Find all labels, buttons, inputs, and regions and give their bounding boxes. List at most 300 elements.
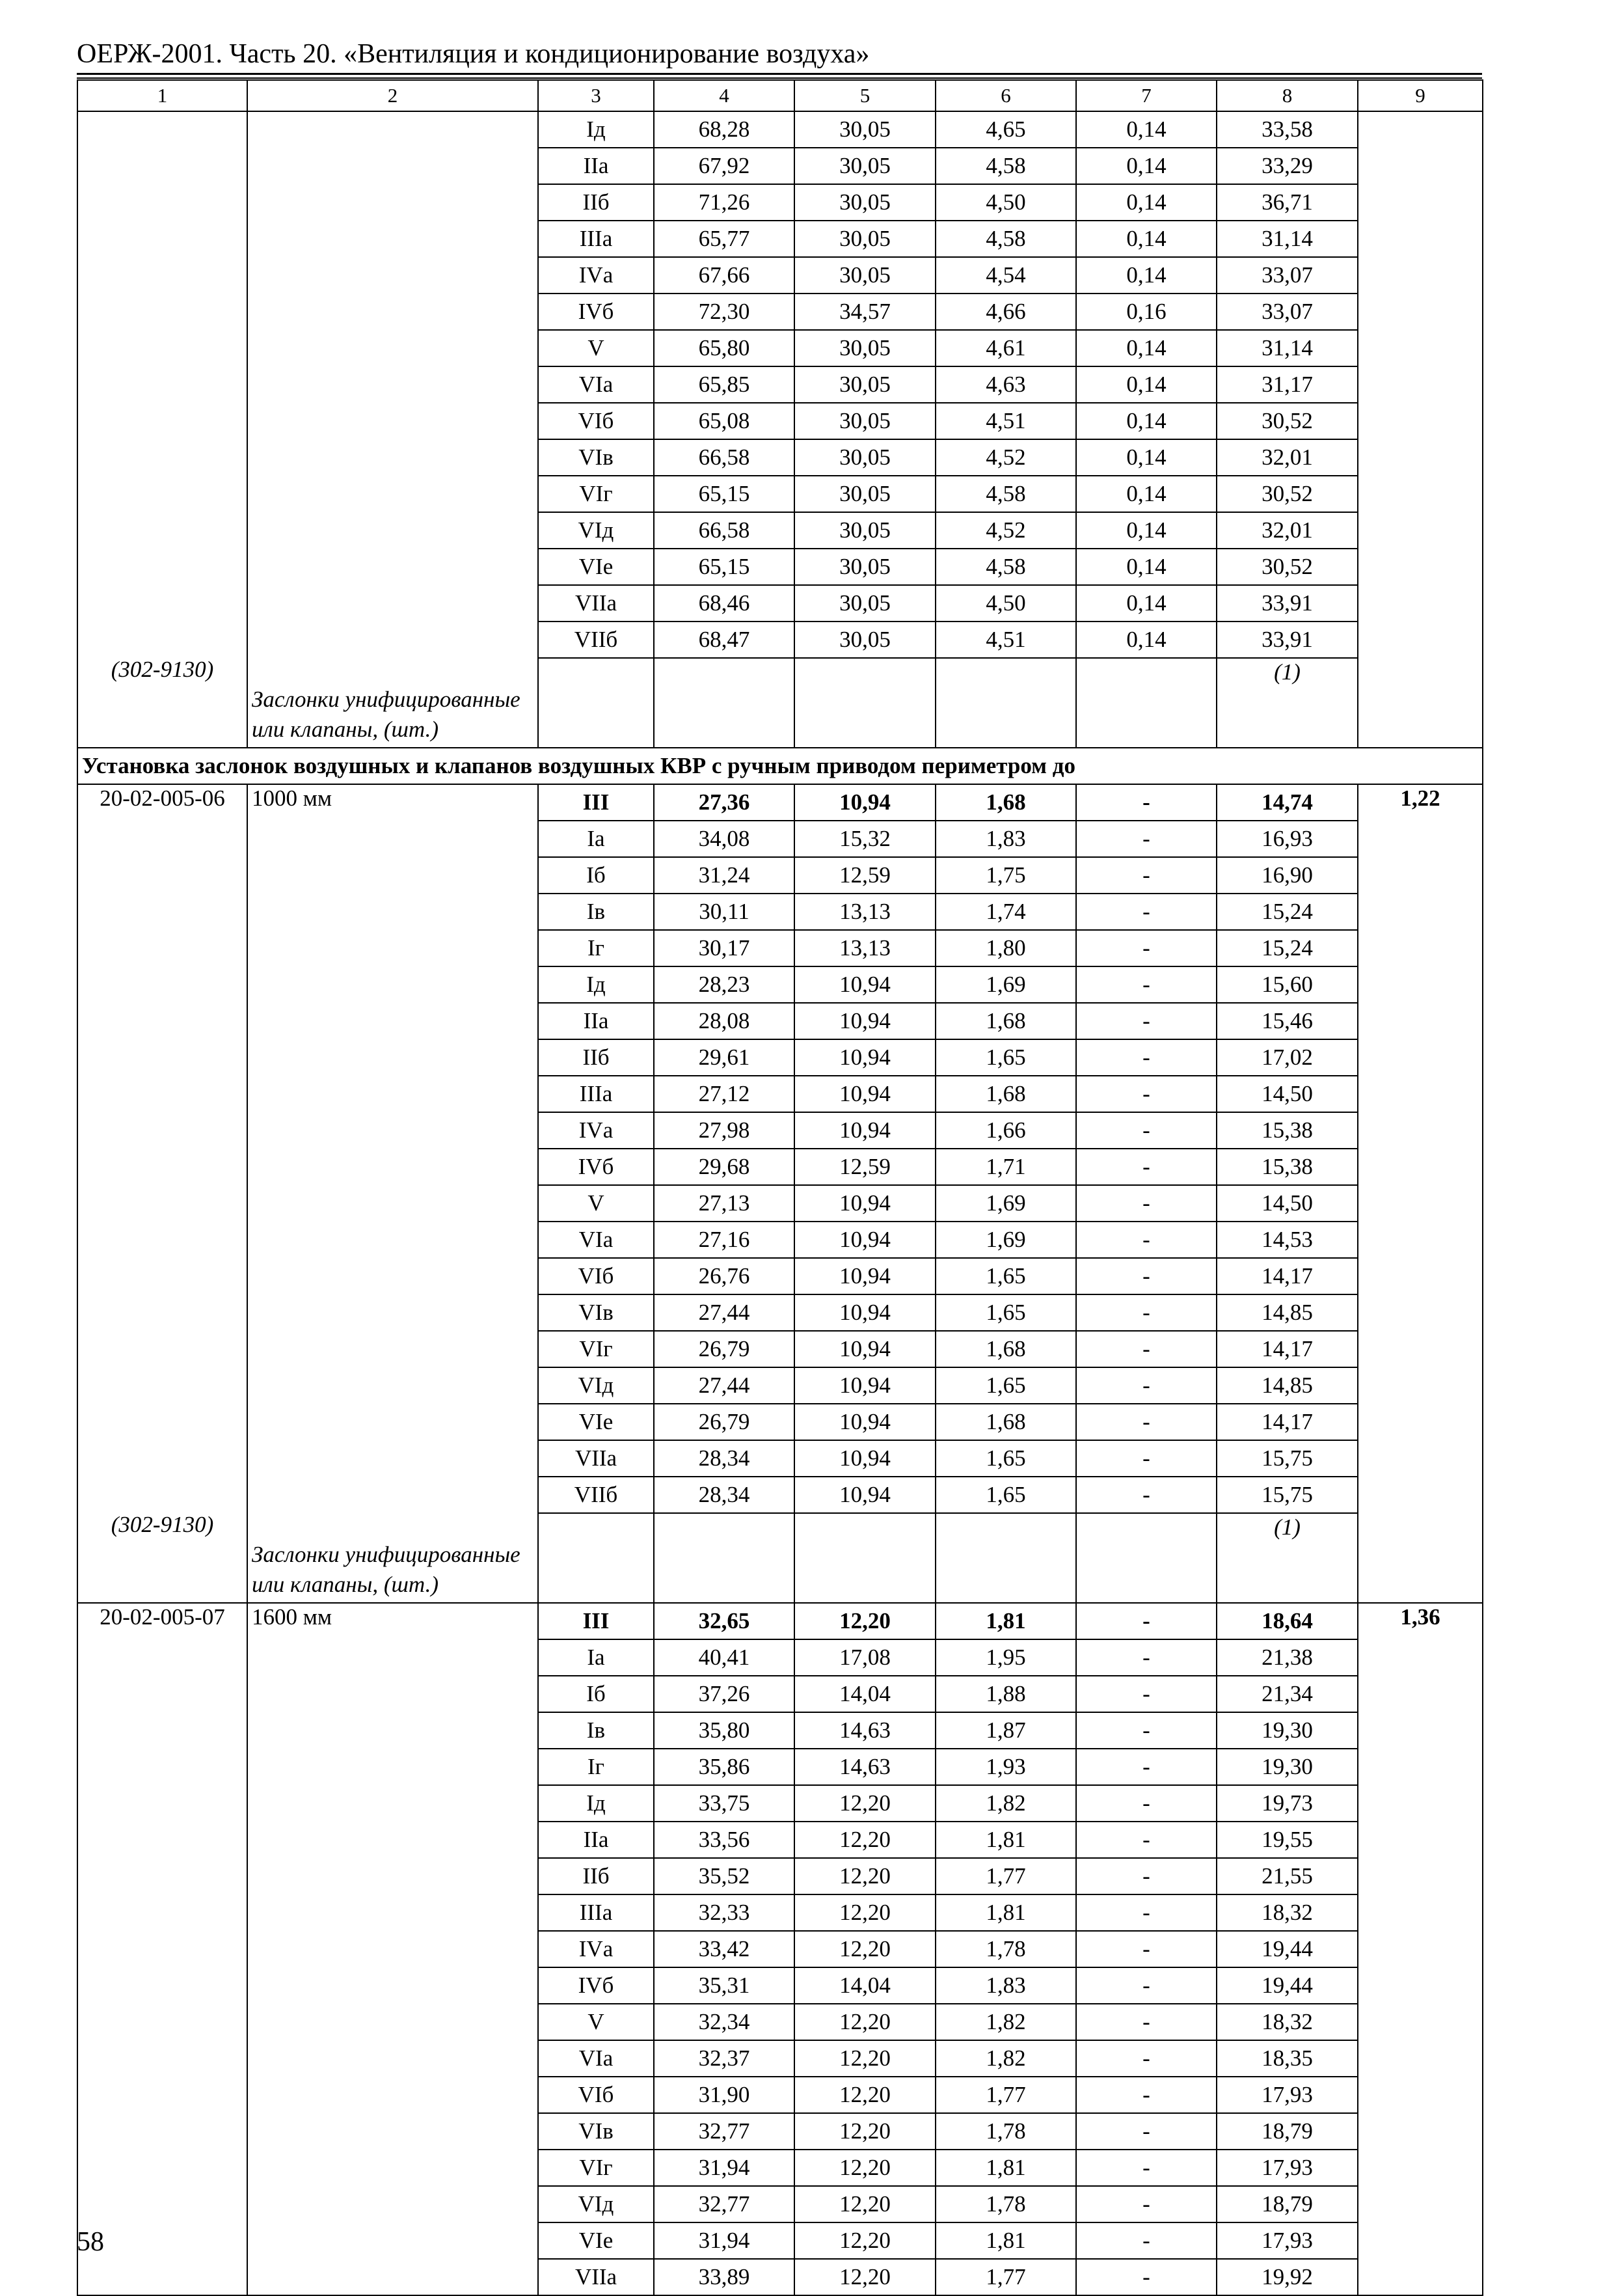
value-cell: 1,80 (936, 930, 1076, 966)
note-value: (1) (1217, 1513, 1358, 1603)
zone-label: IVб (538, 1967, 654, 2004)
rate-code (77, 784, 247, 1603)
value-cell: 28,08 (654, 1003, 794, 1039)
value-cell: - (1076, 1967, 1217, 2004)
value-cell: 4,63 (936, 366, 1076, 403)
value-cell: 12,20 (794, 1858, 936, 1894)
value-cell: - (1076, 1294, 1217, 1331)
value-cell (538, 1513, 654, 1603)
rate-code-text: 20-02-005-06 (100, 786, 225, 811)
rates-table-container (77, 79, 1482, 2296)
value-cell: 30,11 (654, 894, 794, 930)
note-code: (302-9130) (111, 1512, 214, 1537)
value-cell: - (1076, 1185, 1217, 1222)
zone-label: VIа (538, 366, 654, 403)
value-cell: 19,92 (1217, 2259, 1358, 2295)
value-cell: 1,93 (936, 1749, 1076, 1785)
value-cell: - (1076, 1039, 1217, 1076)
value-cell: - (1076, 1258, 1217, 1294)
value-cell: 12,20 (794, 2222, 936, 2259)
column-9-value: 1,36 (1358, 1603, 1483, 2295)
table-row (77, 784, 1483, 821)
value-cell: 1,68 (936, 1003, 1076, 1039)
value-cell: 30,05 (794, 330, 936, 366)
value-cell: 35,52 (654, 1858, 794, 1894)
zone-label: VIIа (538, 2259, 654, 2295)
value-cell: 28,23 (654, 966, 794, 1003)
column-9-value: 1,22 (1358, 784, 1483, 1603)
value-cell: 1,81 (936, 1822, 1076, 1858)
value-cell: 32,33 (654, 1894, 794, 1931)
value-cell: 68,28 (654, 111, 794, 148)
value-cell: 30,05 (794, 585, 936, 622)
zone-label: Iг (538, 930, 654, 966)
value-cell: 68,46 (654, 585, 794, 622)
value-cell: - (1076, 2040, 1217, 2077)
value-cell: 18,32 (1217, 2004, 1358, 2040)
value-cell: 13,13 (794, 894, 936, 930)
zone-label: VIд (538, 512, 654, 549)
value-cell: - (1076, 821, 1217, 857)
column-number-2: 2 (247, 80, 538, 111)
value-cell (538, 658, 654, 748)
value-cell: 17,93 (1217, 2077, 1358, 2113)
value-cell: 27,44 (654, 1294, 794, 1331)
value-cell: 12,20 (794, 1931, 936, 1967)
value-cell: 30,17 (654, 930, 794, 966)
value-cell: 4,50 (936, 184, 1076, 221)
value-cell: - (1076, 2150, 1217, 2186)
value-cell (936, 658, 1076, 748)
value-cell: 1,65 (936, 1039, 1076, 1076)
value-cell: 18,79 (1217, 2186, 1358, 2222)
zone-label: VIIб (538, 622, 654, 658)
value-cell: 1,65 (936, 1477, 1076, 1513)
value-cell: 65,77 (654, 221, 794, 257)
value-cell: 1,68 (936, 784, 1076, 821)
zone-label: IIIа (538, 1894, 654, 1931)
value-cell: 0,14 (1076, 476, 1217, 512)
value-cell: - (1076, 1477, 1217, 1513)
zone-label: Iа (538, 1639, 654, 1676)
zone-label: VIг (538, 1331, 654, 1367)
value-cell: 1,69 (936, 966, 1076, 1003)
note-text: Заслонки унифицированные или клапаны, (шт.) (252, 687, 520, 742)
value-cell: 33,07 (1217, 294, 1358, 330)
value-cell: - (1076, 1367, 1217, 1404)
value-cell: 32,01 (1217, 439, 1358, 476)
zone-label: Iб (538, 857, 654, 894)
value-cell: 30,05 (794, 184, 936, 221)
zone-label: Iг (538, 1749, 654, 1785)
zone-label: IIа (538, 148, 654, 184)
value-cell: - (1076, 1858, 1217, 1894)
value-cell: 10,94 (794, 1477, 936, 1513)
value-cell: 65,08 (654, 403, 794, 439)
value-cell: 26,79 (654, 1404, 794, 1440)
value-cell: 71,26 (654, 184, 794, 221)
column-number-1: 1 (77, 80, 247, 111)
value-cell: 65,85 (654, 366, 794, 403)
value-cell: 14,17 (1217, 1404, 1358, 1440)
zone-label: VIе (538, 549, 654, 585)
zone-label: VIб (538, 2077, 654, 2113)
value-cell: 14,63 (794, 1712, 936, 1749)
value-cell: 1,77 (936, 2259, 1076, 2295)
value-cell: 18,79 (1217, 2113, 1358, 2150)
value-cell: 0,14 (1076, 221, 1217, 257)
value-cell: 17,02 (1217, 1039, 1358, 1076)
value-cell: 12,20 (794, 1785, 936, 1822)
zone-label: VIв (538, 1294, 654, 1331)
value-cell: 29,61 (654, 1039, 794, 1076)
zone-label: V (538, 330, 654, 366)
zone-label: Iд (538, 111, 654, 148)
value-cell: 14,63 (794, 1749, 936, 1785)
value-cell: 4,54 (936, 257, 1076, 294)
value-cell: - (1076, 1440, 1217, 1477)
value-cell: 10,94 (794, 1404, 936, 1440)
value-cell: - (1076, 1404, 1217, 1440)
value-cell: - (1076, 2113, 1217, 2150)
zone-label: VIд (538, 1367, 654, 1404)
value-cell (654, 1513, 794, 1603)
value-cell: 10,94 (794, 1331, 936, 1367)
value-cell: 4,52 (936, 439, 1076, 476)
value-cell: 17,93 (1217, 2222, 1358, 2259)
value-cell: 65,80 (654, 330, 794, 366)
zone-label: VIб (538, 403, 654, 439)
value-cell: 32,65 (654, 1603, 794, 1639)
zone-label: VIIа (538, 1440, 654, 1477)
value-cell: 30,52 (1217, 476, 1358, 512)
value-cell: 4,58 (936, 549, 1076, 585)
value-cell: 31,90 (654, 2077, 794, 2113)
value-cell: 27,44 (654, 1367, 794, 1404)
value-cell: 28,34 (654, 1440, 794, 1477)
value-cell: 0,14 (1076, 148, 1217, 184)
value-cell: 10,94 (794, 784, 936, 821)
value-cell: 1,87 (936, 1712, 1076, 1749)
zone-label: V (538, 2004, 654, 2040)
rate-code (77, 1603, 247, 2295)
value-cell (654, 658, 794, 748)
value-cell: 1,65 (936, 1367, 1076, 1404)
value-cell: - (1076, 2222, 1217, 2259)
zone-label: V (538, 1185, 654, 1222)
zone-label: VIа (538, 1222, 654, 1258)
value-cell: 14,50 (1217, 1076, 1358, 1112)
value-cell: 12,20 (794, 1603, 936, 1639)
value-cell: 1,81 (936, 2150, 1076, 2186)
value-cell: 15,24 (1217, 930, 1358, 966)
value-cell: 19,55 (1217, 1822, 1358, 1858)
value-cell (1076, 1513, 1217, 1603)
value-cell (1076, 658, 1217, 748)
zone-label: VIв (538, 439, 654, 476)
page-number: 58 (77, 2227, 104, 2257)
value-cell: 1,82 (936, 2004, 1076, 2040)
value-cell: 4,58 (936, 148, 1076, 184)
value-cell: 15,38 (1217, 1112, 1358, 1149)
header-rule-double (77, 77, 1482, 79)
zone-label: IIIа (538, 1076, 654, 1112)
value-cell: 12,20 (794, 2259, 936, 2295)
value-cell: 30,05 (794, 622, 936, 658)
value-cell: 33,56 (654, 1822, 794, 1858)
value-cell: 35,80 (654, 1712, 794, 1749)
value-cell: 4,52 (936, 512, 1076, 549)
value-cell: 0,14 (1076, 111, 1217, 148)
value-cell: 15,75 (1217, 1477, 1358, 1513)
column-number-header-row (77, 80, 1483, 111)
value-cell: 15,60 (1217, 966, 1358, 1003)
value-cell: 33,75 (654, 1785, 794, 1822)
value-cell: 15,32 (794, 821, 936, 857)
value-cell: - (1076, 2077, 1217, 2113)
value-cell: 1,75 (936, 857, 1076, 894)
zone-label: VIд (538, 2186, 654, 2222)
value-cell: 10,94 (794, 1003, 936, 1039)
value-cell (936, 1513, 1076, 1603)
value-cell: 30,05 (794, 111, 936, 148)
value-cell: 19,30 (1217, 1712, 1358, 1749)
value-cell: - (1076, 1603, 1217, 1639)
zone-label: Iб (538, 1676, 654, 1712)
zone-label: VIб (538, 1258, 654, 1294)
value-cell: 12,20 (794, 2004, 936, 2040)
value-cell: 10,94 (794, 1222, 936, 1258)
value-cell: 17,93 (1217, 2150, 1358, 2186)
value-cell: 1,66 (936, 1112, 1076, 1149)
value-cell: 30,05 (794, 221, 936, 257)
rate-name (247, 784, 538, 1603)
zone-label: Iа (538, 821, 654, 857)
column-9-value (1358, 111, 1483, 748)
value-cell: 14,04 (794, 1676, 936, 1712)
value-cell: 1,83 (936, 1967, 1076, 2004)
value-cell: 33,58 (1217, 111, 1358, 148)
zone-label: Iв (538, 894, 654, 930)
value-cell: 4,66 (936, 294, 1076, 330)
value-cell: - (1076, 1112, 1217, 1149)
value-cell: 14,17 (1217, 1331, 1358, 1367)
zone-label: Iв (538, 1712, 654, 1749)
rates-table (77, 79, 1483, 2296)
value-cell: 14,50 (1217, 1185, 1358, 1222)
value-cell: 12,20 (794, 2040, 936, 2077)
value-cell: 30,05 (794, 257, 936, 294)
value-cell: 30,05 (794, 148, 936, 184)
value-cell: - (1076, 1331, 1217, 1367)
value-cell: 1,68 (936, 1331, 1076, 1367)
value-cell: 13,13 (794, 930, 936, 966)
note-value: (1) (1217, 658, 1358, 748)
rate-name (247, 1603, 538, 2295)
zone-label: VIг (538, 476, 654, 512)
value-cell: 30,05 (794, 549, 936, 585)
value-cell (794, 1513, 936, 1603)
value-cell: 14,53 (1217, 1222, 1358, 1258)
value-cell: 16,93 (1217, 821, 1358, 857)
value-cell: - (1076, 2004, 1217, 2040)
value-cell: 1,78 (936, 2186, 1076, 2222)
value-cell: 33,07 (1217, 257, 1358, 294)
value-cell: 37,26 (654, 1676, 794, 1712)
rate-name (247, 111, 538, 748)
value-cell: - (1076, 1639, 1217, 1676)
value-cell: 12,59 (794, 857, 936, 894)
value-cell: - (1076, 1822, 1217, 1858)
value-cell: 72,30 (654, 294, 794, 330)
value-cell: 33,29 (1217, 148, 1358, 184)
value-cell: 28,34 (654, 1477, 794, 1513)
column-number-8: 8 (1217, 80, 1358, 111)
value-cell: 15,75 (1217, 1440, 1358, 1477)
value-cell: 27,12 (654, 1076, 794, 1112)
value-cell: 0,14 (1076, 512, 1217, 549)
rate-code-text: 20-02-005-07 (100, 1604, 225, 1630)
value-cell: - (1076, 857, 1217, 894)
zone-label: IVа (538, 1112, 654, 1149)
value-cell: 21,38 (1217, 1639, 1358, 1676)
column-number-7: 7 (1076, 80, 1217, 111)
value-cell: 1,71 (936, 1149, 1076, 1185)
value-cell: 31,14 (1217, 330, 1358, 366)
value-cell: 32,37 (654, 2040, 794, 2077)
value-cell: 17,08 (794, 1639, 936, 1676)
value-cell: 30,05 (794, 439, 936, 476)
value-cell: 67,92 (654, 148, 794, 184)
value-cell (794, 658, 936, 748)
value-cell: - (1076, 1931, 1217, 1967)
value-cell: 1,81 (936, 1603, 1076, 1639)
value-cell: 1,82 (936, 1785, 1076, 1822)
value-cell: - (1076, 1712, 1217, 1749)
value-cell: 12,20 (794, 1894, 936, 1931)
value-cell: 32,77 (654, 2186, 794, 2222)
value-cell: 18,35 (1217, 2040, 1358, 2077)
value-cell: 0,14 (1076, 366, 1217, 403)
rate-name-text: 1600 мм (252, 1604, 332, 1630)
value-cell: 10,94 (794, 1294, 936, 1331)
value-cell: 66,58 (654, 439, 794, 476)
value-cell: 16,90 (1217, 857, 1358, 894)
value-cell: 19,44 (1217, 1931, 1358, 1967)
zone-label: VIг (538, 2150, 654, 2186)
value-cell: 1,82 (936, 2040, 1076, 2077)
value-cell: 18,64 (1217, 1603, 1358, 1639)
value-cell: 26,76 (654, 1258, 794, 1294)
value-cell: 67,66 (654, 257, 794, 294)
value-cell: 27,16 (654, 1222, 794, 1258)
value-cell: - (1076, 784, 1217, 821)
value-cell: 31,24 (654, 857, 794, 894)
value-cell: 14,04 (794, 1967, 936, 2004)
value-cell: - (1076, 2259, 1217, 2295)
section-title-row (77, 748, 1483, 784)
value-cell: 0,14 (1076, 403, 1217, 439)
value-cell: - (1076, 1222, 1217, 1258)
table-row (77, 1603, 1483, 1639)
value-cell: 0,14 (1076, 257, 1217, 294)
column-number-6: 6 (936, 80, 1076, 111)
value-cell: 4,65 (936, 111, 1076, 148)
table-row (77, 111, 1483, 148)
zone-label: Iд (538, 966, 654, 1003)
rate-name-text: 1000 мм (252, 786, 332, 811)
value-cell: 0,14 (1076, 622, 1217, 658)
value-cell: 33,91 (1217, 585, 1358, 622)
value-cell: 10,94 (794, 966, 936, 1003)
value-cell: 68,47 (654, 622, 794, 658)
value-cell: 31,14 (1217, 221, 1358, 257)
rate-code (77, 111, 247, 748)
value-cell: 14,74 (1217, 784, 1358, 821)
value-cell: 26,79 (654, 1331, 794, 1367)
value-cell: 1,88 (936, 1676, 1076, 1712)
value-cell: 40,41 (654, 1639, 794, 1676)
value-cell: 10,94 (794, 1112, 936, 1149)
value-cell: 27,98 (654, 1112, 794, 1149)
value-cell: 34,57 (794, 294, 936, 330)
value-cell: 32,01 (1217, 512, 1358, 549)
value-cell: 12,20 (794, 2077, 936, 2113)
value-cell: 10,94 (794, 1039, 936, 1076)
value-cell: 1,81 (936, 1894, 1076, 1931)
value-cell: - (1076, 1003, 1217, 1039)
value-cell: 36,71 (1217, 184, 1358, 221)
value-cell: 12,20 (794, 2186, 936, 2222)
value-cell: 19,30 (1217, 1749, 1358, 1785)
zone-label: IIа (538, 1003, 654, 1039)
value-cell: 1,81 (936, 2222, 1076, 2259)
note-text: Заслонки унифицированные или клапаны, (шт.) (252, 1542, 520, 1597)
value-cell: 35,86 (654, 1749, 794, 1785)
value-cell: 32,34 (654, 2004, 794, 2040)
value-cell: 4,58 (936, 476, 1076, 512)
value-cell: 1,78 (936, 2113, 1076, 2150)
zone-label: III (538, 784, 654, 821)
value-cell: 1,68 (936, 1076, 1076, 1112)
value-cell: 12,20 (794, 2150, 936, 2186)
value-cell: 10,94 (794, 1440, 936, 1477)
value-cell: 30,05 (794, 512, 936, 549)
value-cell: 19,44 (1217, 1967, 1358, 2004)
value-cell: - (1076, 1149, 1217, 1185)
value-cell: - (1076, 894, 1217, 930)
value-cell: 0,14 (1076, 439, 1217, 476)
value-cell: 15,24 (1217, 894, 1358, 930)
value-cell: - (1076, 966, 1217, 1003)
value-cell: 1,65 (936, 1440, 1076, 1477)
zone-label: VIе (538, 1404, 654, 1440)
value-cell: 31,17 (1217, 366, 1358, 403)
value-cell: 21,34 (1217, 1676, 1358, 1712)
value-cell: 1,74 (936, 894, 1076, 930)
value-cell: 33,42 (654, 1931, 794, 1967)
value-cell: - (1076, 1676, 1217, 1712)
value-cell: 0,14 (1076, 585, 1217, 622)
zone-label: VIа (538, 2040, 654, 2077)
value-cell: 33,91 (1217, 622, 1358, 658)
value-cell: 4,51 (936, 622, 1076, 658)
column-number-5: 5 (794, 80, 936, 111)
zone-label: IIа (538, 1822, 654, 1858)
value-cell: 1,68 (936, 1404, 1076, 1440)
value-cell: 10,94 (794, 1185, 936, 1222)
value-cell: 10,94 (794, 1367, 936, 1404)
